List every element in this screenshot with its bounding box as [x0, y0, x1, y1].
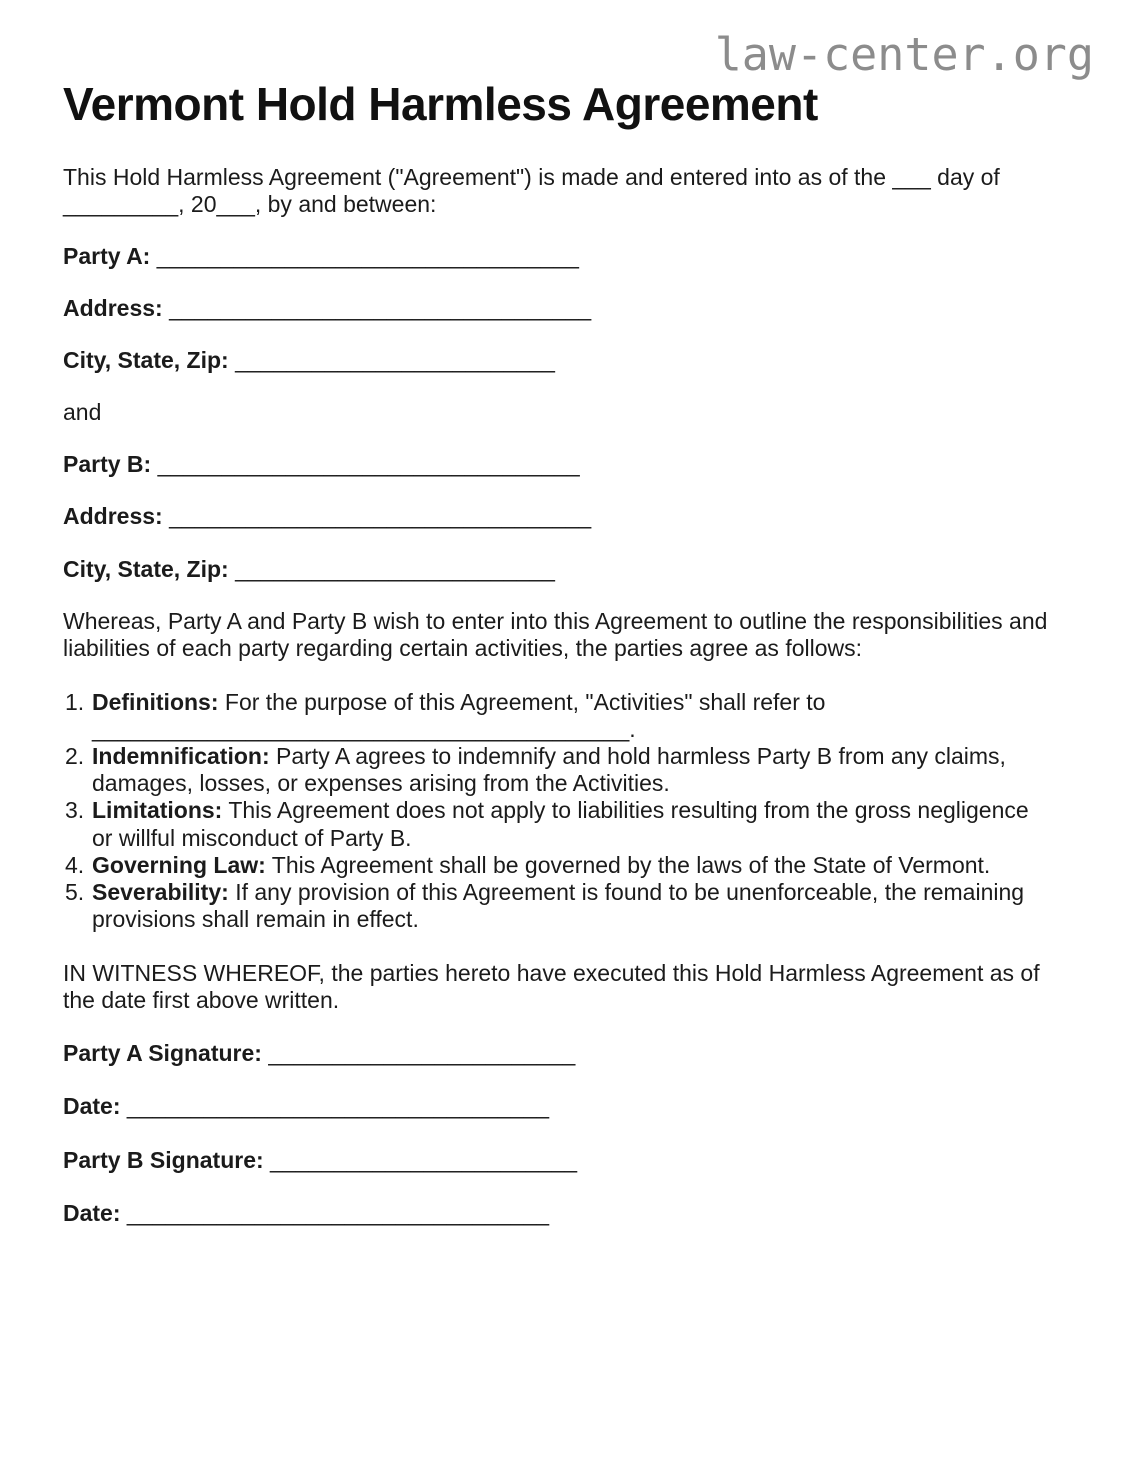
field-label: City, State, Zip:	[63, 347, 229, 374]
field-party-b-city-state-zip	[63, 556, 1070, 583]
field-label: Address:	[63, 503, 163, 530]
blank-line: _________________________________	[126, 1093, 550, 1120]
field-label: Date:	[63, 1199, 121, 1226]
clause-definitions	[63, 689, 1070, 743]
field-label: Date:	[63, 1093, 121, 1120]
clause-number: 5.	[65, 878, 85, 905]
field-date-b	[63, 1200, 1070, 1227]
conjunction-and: and	[63, 399, 102, 426]
site-logo: law-center.org	[714, 28, 1094, 81]
field-label: City, State, Zip:	[63, 555, 229, 582]
witness-paragraph: IN WITNESS WHEREOF, the parties hereto have executed this Hold Harmless Agreement as of the date first above written.	[63, 960, 1040, 1014]
field-label: Address:	[63, 294, 163, 321]
field-label: Party A Signature:	[63, 1040, 262, 1067]
clause-label: Severability:	[92, 878, 229, 905]
blank-line: _________________________________	[169, 503, 592, 530]
blank-line: _________________________________	[169, 294, 592, 321]
blank-line: _________________________	[235, 347, 555, 374]
clause-number: 3.	[65, 797, 85, 824]
clause-body-text: If any provision of this Agreement is found to be unenforceable, the remaining provisions shall remain in effect.	[92, 878, 1025, 932]
clause-severability	[63, 879, 1070, 933]
field-label: Party B Signature:	[63, 1146, 264, 1173]
clause-text	[92, 797, 1052, 851]
page-title: Vermont Hold Harmless Agreement	[63, 78, 818, 130]
clause-label: Limitations:	[92, 797, 223, 824]
clause-body-text: For the purpose of this Agreement, "Activities" shall refer to	[224, 688, 826, 715]
clause-body-text: Party A agrees to indemnify and hold harmless Party B from any claims, damages, losses, or expenses arising from the Activities.	[92, 743, 1006, 797]
intro-paragraph: This Hold Harmless Agreement ("Agreement") is made and entered into as of the ___ day of _________, 20___, by and between:	[63, 163, 1000, 217]
blank-line: ________________________	[268, 1040, 576, 1067]
clause-number: 2.	[65, 743, 85, 770]
clause-label: Definitions:	[92, 688, 219, 715]
blank-line: _________________________________	[156, 242, 579, 269]
field-party-a	[63, 243, 1070, 270]
clause-label: Indemnification:	[92, 743, 270, 770]
field-date-a	[63, 1093, 1070, 1120]
blank-line: __________________________________________.	[92, 716, 636, 743]
clause-governing-law	[63, 852, 1070, 879]
field-party-b	[63, 451, 1070, 478]
blank-line: _________________________	[235, 555, 555, 582]
clause-list	[63, 689, 1070, 933]
field-party-a-city-state-zip	[63, 347, 1070, 374]
clause-text	[92, 879, 1052, 933]
whereas-paragraph: Whereas, Party A and Party B wish to enter into this Agreement to outline the responsibilities and liabilities of each party regarding certain activities, the parties agree as follows:	[63, 607, 1048, 661]
blank-line: ________________________	[270, 1146, 578, 1173]
field-party-a-signature	[63, 1040, 1070, 1067]
clause-label: Governing Law:	[92, 851, 266, 878]
clause-text	[92, 743, 1052, 797]
field-party-a-address	[63, 295, 1070, 322]
field-party-b-signature	[63, 1147, 1070, 1174]
blank-line: _________________________________	[126, 1199, 550, 1226]
field-party-b-address	[63, 503, 1070, 530]
clause-number: 1.	[65, 688, 85, 715]
clause-body-text: This Agreement does not apply to liabilities resulting from the gross negligence or willful misconduct of Party B.	[92, 797, 1029, 851]
clause-number: 4.	[65, 851, 85, 878]
field-label: Party B:	[63, 451, 152, 478]
clause-text	[92, 689, 1052, 743]
blank-line: _________________________________	[157, 451, 580, 478]
clause-limitations	[63, 797, 1070, 851]
field-label: Party A:	[63, 242, 151, 269]
clause-text	[92, 852, 1052, 879]
clause-indemnification	[63, 743, 1070, 797]
clause-body-text: This Agreement shall be governed by the laws of the State of Vermont.	[271, 851, 991, 878]
